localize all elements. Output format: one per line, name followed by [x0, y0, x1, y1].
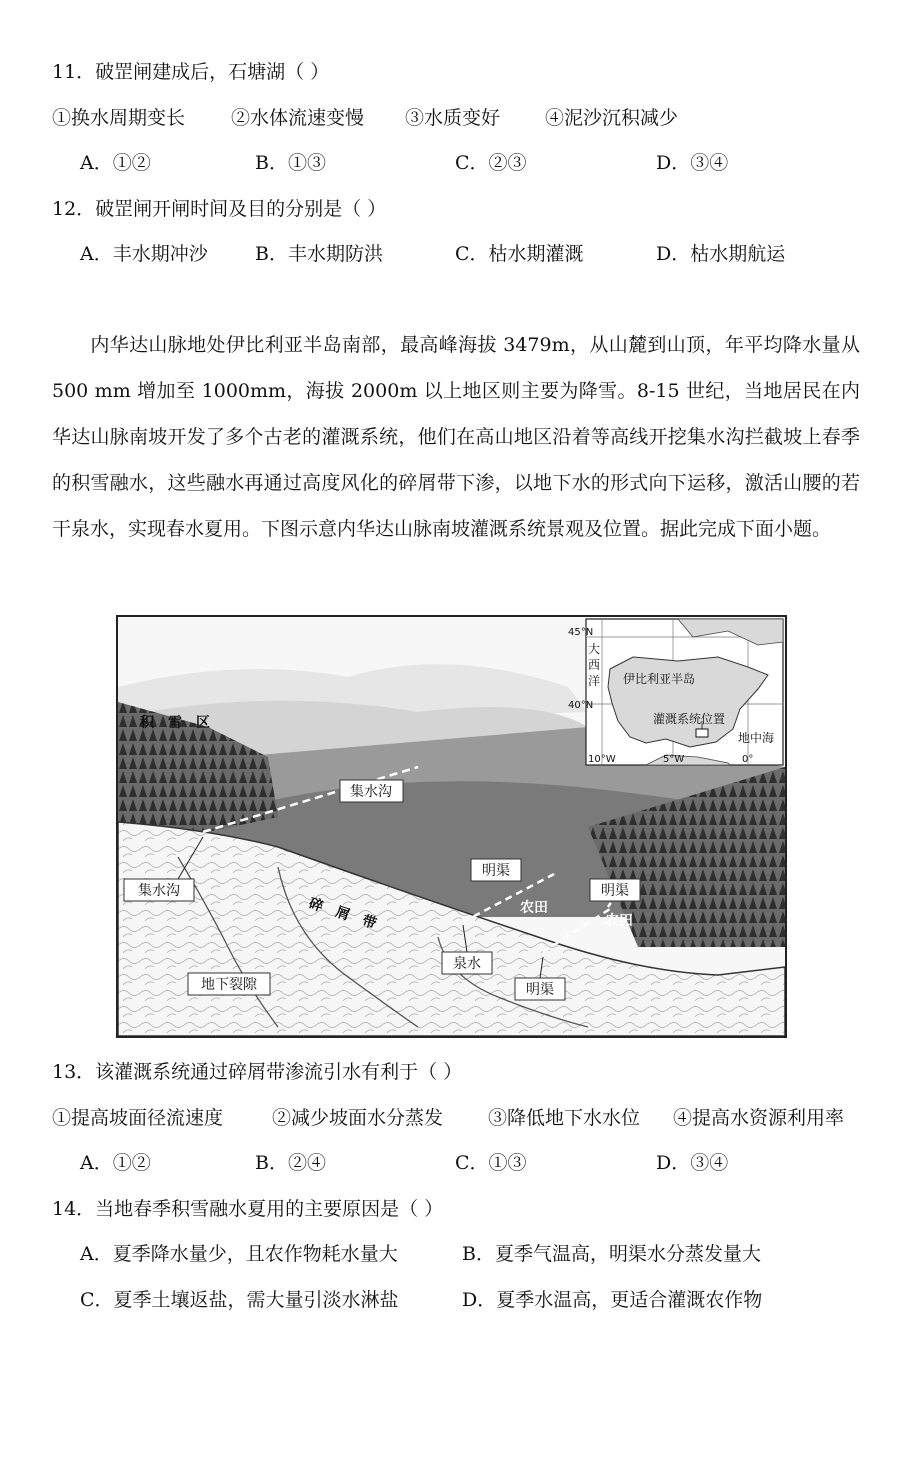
- farmland-label-2: 农田: [605, 913, 633, 929]
- irrigation-landscape-figure: [116, 615, 787, 1038]
- farmland-label-1: 农田: [520, 900, 548, 916]
- q11-statement-4: ④泥沙沉积减少: [545, 107, 679, 129]
- ditch-label-top: 集水沟: [350, 784, 392, 800]
- system-location-label: 灌溉系统位置: [653, 712, 726, 726]
- question-14-stem: 14．当地春季积雪融水夏用的主要原因是（ ）: [52, 1198, 444, 1220]
- q13-choice-d[interactable]: D．③④: [656, 1152, 729, 1174]
- q11-statement-1: ①换水周期变长: [52, 107, 186, 129]
- lon-0-label: 0°: [742, 754, 754, 765]
- lon-5w-label: 5°W: [663, 754, 685, 765]
- ditch-label-left: 集水沟: [138, 883, 180, 899]
- q14-choice-d[interactable]: D．夏季水温高，更适合灌溉农作物: [462, 1289, 763, 1311]
- q13-statement-1: ①提高坡面径流速度: [52, 1107, 224, 1129]
- debris-belt-label: 碎 屑 带: [306, 895, 379, 933]
- q11-choice-b[interactable]: B．①③: [255, 152, 326, 174]
- mediterranean-label: 地中海: [738, 731, 775, 745]
- snow-zone-label: 积 雪 区: [140, 715, 210, 731]
- q11-choice-c[interactable]: C．②③: [455, 152, 527, 174]
- canal-label-2: 明渠: [601, 883, 629, 899]
- q14-choice-b[interactable]: B．夏季气温高，明渠水分蒸发量大: [462, 1243, 761, 1265]
- lon-10w-label: 10°W: [588, 754, 616, 765]
- question-12-stem: 12．破罡闸开闸时间及目的分别是（ ）: [52, 198, 387, 220]
- canal-label-3: 明渠: [526, 982, 554, 998]
- system-location-marker: [696, 729, 708, 737]
- ocean-char-2: 西: [588, 658, 601, 672]
- fissure-label: 地下裂隙: [201, 977, 257, 993]
- q12-choice-b[interactable]: B．丰水期防洪: [255, 243, 383, 265]
- inset-location-map: [568, 619, 783, 765]
- q12-choice-d[interactable]: D．枯水期航运: [656, 243, 786, 265]
- q11-statement-3: ③水质变好: [405, 107, 501, 129]
- q13-statement-2: ②减少坡面水分蒸发: [272, 1107, 444, 1129]
- q12-choice-c[interactable]: C．枯水期灌溉: [455, 243, 584, 265]
- q13-statement-3: ③降低地下水水位: [488, 1107, 641, 1129]
- q11-choice-d[interactable]: D．③④: [656, 152, 729, 174]
- q11-statement-2: ②水体流速变慢: [231, 107, 365, 129]
- q14-choice-c[interactable]: C．夏季土壤返盐，需大量引淡水淋盐: [80, 1289, 399, 1311]
- reading-passage: [52, 322, 860, 552]
- lat-45-label: 45°N: [568, 627, 594, 638]
- q13-choice-a[interactable]: A．①②: [80, 1152, 151, 1174]
- q12-choice-a[interactable]: A．丰水期冲沙: [80, 243, 208, 265]
- q13-statement-4: ④提高水资源利用率: [673, 1107, 845, 1129]
- q11-choice-a[interactable]: A．①②: [80, 152, 151, 174]
- spring-label: 泉水: [453, 956, 481, 972]
- ocean-char-3: 洋: [588, 674, 601, 688]
- question-13-stem: 13．该灌溉系统通过碎屑带渗流引水有利于（ ）: [52, 1061, 463, 1083]
- peninsula-label: 伊比利亚半岛: [623, 672, 696, 686]
- passage-text: 内华达山脉地处伊比利亚半岛南部，最高峰海拔 3479m，从山麓到山顶，年平均降水量从 500 mm 增加至 1000mm，海拔 2000m 以上地区则主要为降雪。8-15 世纪，当地居民在内华达山脉南坡开发了多个古老的灌溉系统，他们在高山地区沿着等高线开挖集水沟拦截坡上春季的积雪融水，这些融水再通过高度风化的碎屑带下渗，以地下水的形式向下运移，激活山腰的若干泉水，实现春水夏用。下图示意内华达山脉南坡灌溉系统景观及位置。据此完成下面小题。: [52, 334, 860, 540]
- q14-choice-a[interactable]: A．夏季降水量少，且农作物耗水量大: [80, 1243, 398, 1265]
- landscape-illustration: [118, 617, 785, 1036]
- canal-label-1: 明渠: [482, 863, 510, 879]
- q13-choice-b[interactable]: B．②④: [255, 1152, 326, 1174]
- question-11-stem: 11．破罡闸建成后，石塘湖（ ）: [52, 61, 330, 83]
- q13-choice-c[interactable]: C．①③: [455, 1152, 527, 1174]
- ocean-char-1: 大: [588, 642, 601, 656]
- lat-40-label: 40°N: [568, 700, 594, 711]
